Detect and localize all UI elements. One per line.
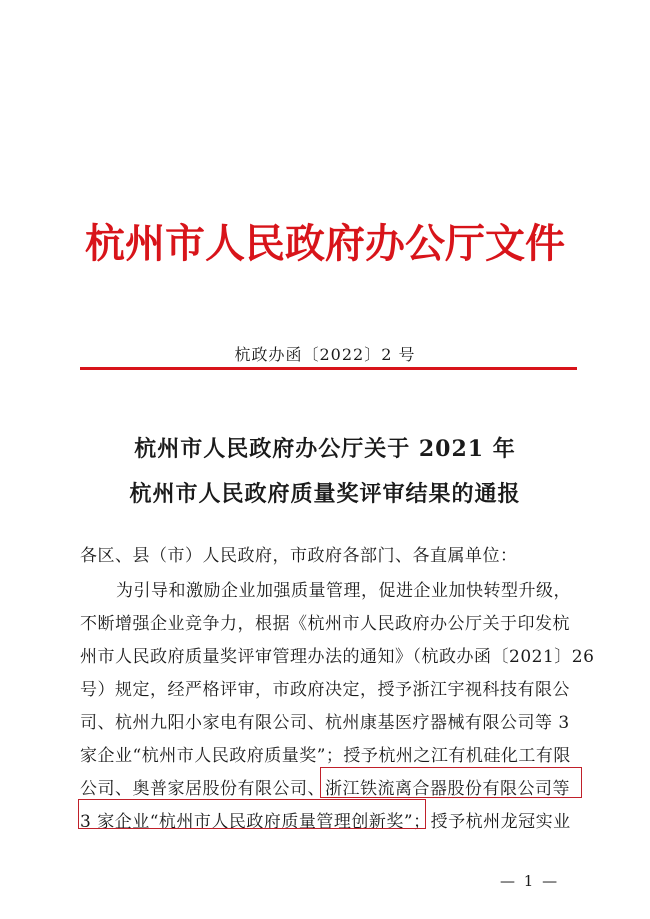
body-line: 不断增强企业竞争力，根据《杭州市人民政府办公厅关于印发杭: [80, 614, 570, 634]
document-title-line-1: 杭州市人民政府办公厅关于 2021 年: [134, 436, 516, 462]
body-line: 州市人民政府质量奖评审管理办法的通知》（杭政办函〔2021〕26: [80, 647, 595, 667]
body-line: 公司、奥普家居股份有限公司、浙江铁流离合器股份有限公司等: [80, 779, 570, 799]
body-line: 司、杭州九阳小家电有限公司、杭州康基医疗器械有限公司等 3: [80, 713, 570, 733]
page-number: — 1 —: [500, 872, 560, 890]
salutation: 各区、县（市）人民政府，市政府各部门、各直属单位：: [80, 546, 518, 566]
highlight-box-bottom: [78, 799, 426, 829]
body-line: 为引导和激励企业加强质量管理，促进企业加快转型升级，: [116, 581, 571, 601]
red-separator-line: [80, 367, 577, 370]
document-number: 杭政办函〔2022〕2 号: [234, 345, 416, 364]
document-masthead: 杭州市人民政府办公厅文件: [85, 220, 565, 267]
highlight-box-top: [320, 767, 582, 798]
document-title-line-2: 杭州市人民政府质量奖评审结果的通报: [129, 481, 521, 507]
body-line: 家企业“杭州市人民政府质量奖”；授予杭州之江有机硅化工有限: [80, 746, 571, 766]
body-line: 号）规定，经严格评审，市政府决定，授予浙江宇视科技有限公: [80, 680, 570, 700]
body-line: 3 家企业“杭州市人民政府质量管理创新奖”；授予杭州龙冠实业: [80, 812, 571, 832]
